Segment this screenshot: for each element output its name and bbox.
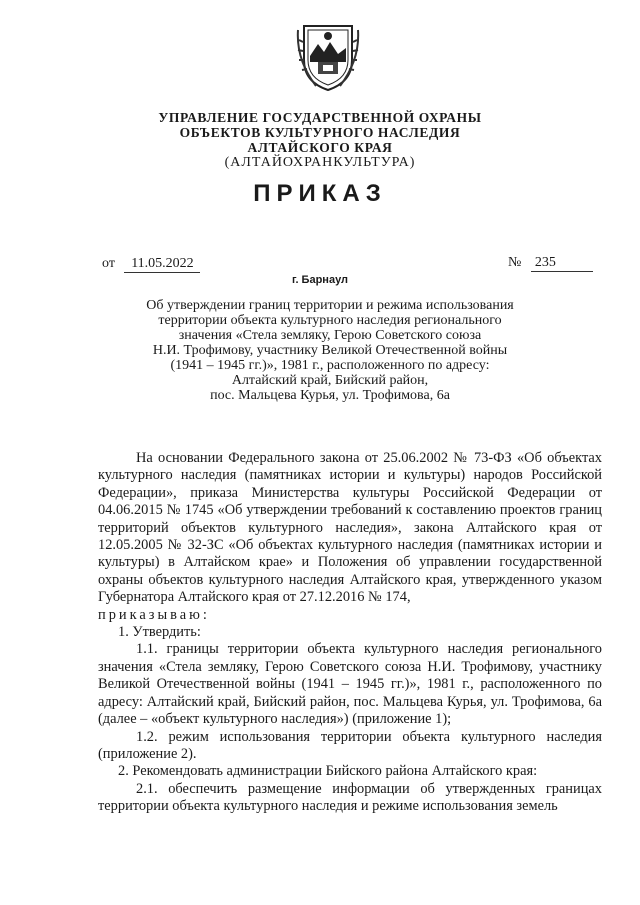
issuer-header (0, 110, 640, 170)
subject-line: пос. Мальцева Курья, ул. Трофимова, 6а (210, 388, 450, 403)
order-subject (120, 298, 540, 403)
subject-line: Об утверждении границ территории и режима использования (146, 298, 514, 313)
preamble-paragraph: На основании Федерального закона от 25.06.2002 № 73-ФЗ «Об объектах культурного наследия (памятниках истории и культуры) народов Российской Федерации», приказа Министерства культуры Российской Федерации от 04.06.2015 № 1745 «Об утверждении требований к составлению проектов границ территорий объектов культурного наследия», закона Алтайского края от 12.05.2005 № 32-ЗС «Об объектах культурного наследия (памятниках истории и культуры) в Алтайском крае» и Положения об управлении государственной охраны объектов культурного наследия Алтайского края, утвержденного указом Губернатора Алтайского края от 27.12.2016 № 174, (98, 450, 602, 606)
subject-line: значения «Стела земляку, Герою Советского союза (178, 328, 482, 343)
header-line-3: АЛТАЙСКОГО КРАЯ (247, 140, 393, 155)
item-2: 2. Рекомендовать администрации Бийского района Алтайского края: (118, 763, 538, 780)
coat-of-arms-icon (296, 20, 360, 94)
item-1-2: 1.2. режим использования территории объекта культурного наследия (приложение 2). (98, 728, 602, 762)
subject-line: (1941 – 1945 гг.)», 1981 г., расположенного по адресу: (170, 358, 490, 373)
subject-line: территории объекта культурного наследия регионального (158, 313, 502, 328)
date-row (102, 256, 200, 273)
item-1-1: 1.1. границы территории объекта культурного наследия регионального значения «Стела земляку, Герою Советского союза Н.И. Трофимову, участнику Великой Отечественной войны (1941 – 1945 гг.)», 1981 г., расположенного по адресу: Алтайский край, Бийский район, пос. Мальцева Курья, ул. Трофимова, 6а (далее – «объект культурного наследия») (приложение 1); (98, 641, 602, 728)
order-body (98, 450, 602, 816)
subject-line: Н.И. Трофимову, участнику Великой Отечественной войны (152, 343, 508, 358)
item-2-1: 2.1. обеспечить размещение информации об утвержденных границах территории объекта культурного наследия и режиме использования земель (98, 780, 602, 815)
header-line-2: ОБЪЕКТОВ КУЛЬТУРНОГО НАСЛЕДИЯ (179, 125, 461, 140)
city: г. Барнаул (291, 274, 349, 286)
date-prefix: от (102, 256, 115, 271)
number-prefix: № (508, 255, 522, 270)
subject-line: Алтайский край, Бийский район, (231, 373, 429, 388)
header-line-1: УПРАВЛЕНИЕ ГОСУДАРСТВЕННОЙ ОХРАНЫ (158, 110, 482, 125)
order-number: 235 (531, 255, 593, 272)
item-1: 1. Утвердить: (118, 624, 201, 641)
order-word: приказываю: (98, 606, 210, 623)
number-row (508, 255, 593, 272)
document-title: ПРИКАЗ (253, 180, 387, 207)
order-date: 11.05.2022 (124, 256, 200, 273)
header-line-4: (АЛТАЙОХРАНКУЛЬТУРА) (224, 155, 416, 170)
